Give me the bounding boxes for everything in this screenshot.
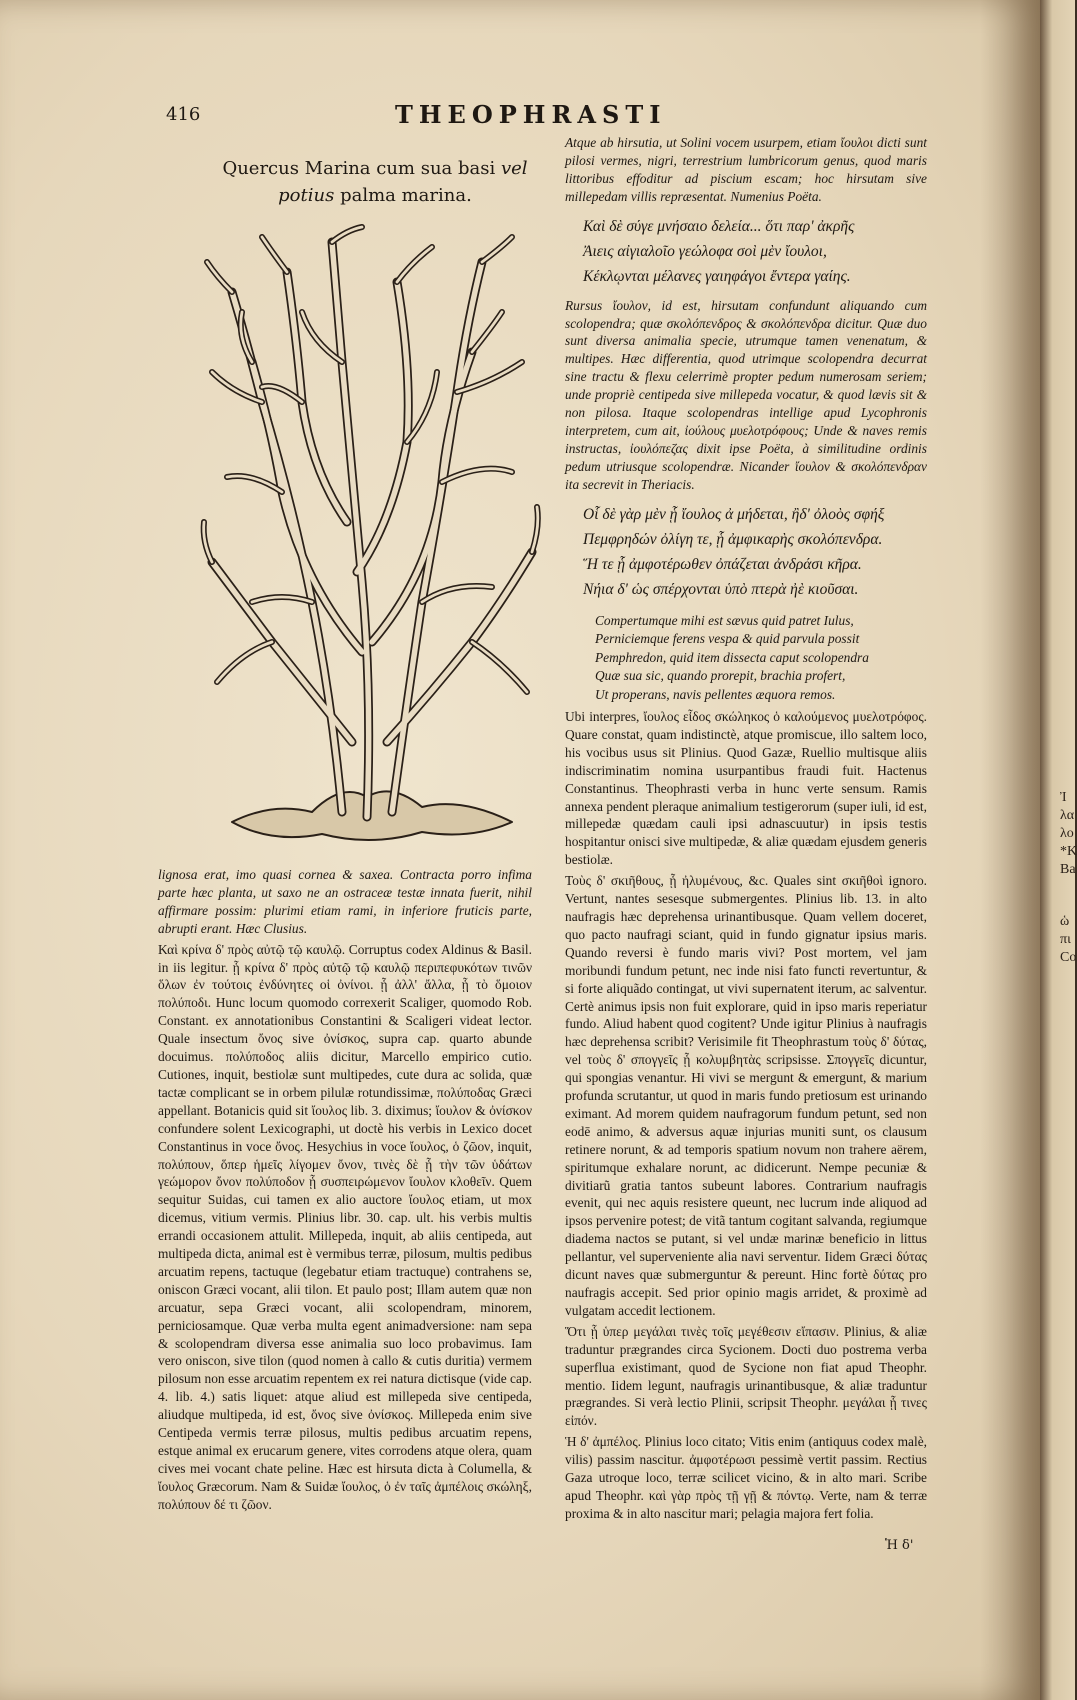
paragraph: Ubi interpres, ἴουλος εἶδος σκώληκος ὁ καλούμενος μυελοτρόφος. Quare constat, quam indistinctè, atque promiscue, illo saltem loco, his vocibus usus sit Plinius. Quod Gazæ, Ruellio multisque aliis indiscriminatim nomina usurpantibus fraudi fuit. Hactenus Constantinus. Theophrasti verba in hunc verte sensum. Ramis annexa pendent pleraque animalium testigerorum (super iuli, id est, millepedæ quædam cauli ipsi adnascuutur) in ipsis testis hospitantur onisci sive multipedæ, & aliæ quædam ejusdem generis bestiolæ. bbox=[565, 709, 927, 868]
page-number: 416 bbox=[166, 104, 201, 125]
fragment: λο bbox=[1060, 826, 1074, 841]
verse-line: Κέκλῳνται μέλανες γαιηφάγοι ἔντερα γαίης. bbox=[583, 267, 851, 285]
caption-italic: vel potius bbox=[278, 158, 528, 206]
verse-line: Ἥ τε ᾗ ἀμφοτέρωθεν ὀπάζεται ἀνδράσι κῆρα. bbox=[583, 555, 862, 573]
verse-line: Ut properans, navis pellentes æquora remos. bbox=[595, 686, 836, 702]
verse-line: Ἀιεις αἰγιαλοῖο γεώλοφα σοὶ μὲν ἴουλοι, bbox=[583, 242, 827, 260]
fragment: πι bbox=[1060, 932, 1071, 947]
paragraph: Τοὺς δ' σκιῆθους, ᾗ ἠλυμένους, &c. Quales sint σκιῆθοὶ ignoro. Vertunt, nantes sesesque submergentes. Plinius lib. 13. in alto naufragis hæc deprehensa urinantibusque. Quam vellem doceret, quo pacto naufragi sciant, quid in fundo gignatur ipsius maris. Quando reversi è fundo maris vivi? Post mortem, vel jam moribundi fundum petunt, nec inde nisi fato functi revertuntur, & si forte aliquãdo contingat, ut vivi supernatent iterum, ac salventur. Certè animus ipsis non fuit explorare, quid in ipso maris reperiatur fundo. Aliud habent quod cogitent? Unde igitur Plinius à naufragis hæc deprehensa scribit? Verisimile fit Theophrastum τοὺς δ' δύτας, vel τοὺς δ' σπογγεῖς ᾗ κολυμβητὰς scripsisse. Σπογγεῖς dicuntur, qui spongias venantur. Hi vivi se mergunt & emergunt, & marium profunda scrutantur, ut quod in maris fundo pretiosum est urinando eximant. Ad morem quidem naufragorum fundum petunt, sed non eodē animo, & adversus aquæ injurias muniti sunt, os clausum retinere norunt, & ad temporis spatium novum non trahere aërem, spiritumque exhalare norunt, ac didicerunt. Nempe pecuniæ & divitiarũ gratia tantos subeunt labores. Contrarium naufragis evenit, qui nec aquis resistere queunt, nec lucrum inde aliquod ad ipsos pervenire potest; de vitã tantum cogitant salvanda, regiumque diadema nactos se putant, si vel undæ marinæ beneficio in littus pellantur, vel superveniente alia navi serventur. Iidem Græci δύτας dicunt naves quæ submerguntur & pereunt. Hinc fortè δύτας pro naufragis accepit. Sed prior opinio magis arridet, & proximè ad vulgatam accedit lectionem. bbox=[565, 873, 927, 1318]
figure-caption bbox=[195, 155, 555, 209]
right-column-top bbox=[565, 134, 927, 714]
fragment: ὡ bbox=[1060, 914, 1070, 929]
catchword: Ἡ δ' bbox=[885, 1538, 914, 1553]
greek-verse bbox=[583, 214, 927, 289]
paragraph: Atque ab hirsutia, ut Solini vocem usurpem, etiam ἴουλοι dicti sunt pilosi vermes, nigri, terrestrium lumbricorum genus, quod maris littoribus effoditur ad piscium escam; hoc hirsutam sive millepedam villis repræsentat. Numenius Poëta. bbox=[565, 135, 927, 204]
fragment: Co bbox=[1060, 950, 1077, 965]
fragment: λα bbox=[1060, 808, 1075, 823]
fragment: *Κ bbox=[1060, 844, 1077, 859]
greek-verse bbox=[583, 502, 927, 602]
verse-line: Πεμφρηδών ὀλίγη τε, ᾗ ἀμφικαρὴς σκολόπενδρα. bbox=[583, 530, 883, 548]
adjacent-page-edge bbox=[1040, 0, 1075, 1700]
verse-line: Compertumque mihi est sævus quid patret Iulus, bbox=[595, 612, 854, 628]
verse-line: Νήια δ' ὡς σπέρχονται ὑπὸ πτερὰ ἠὲ κιοῦσαι. bbox=[583, 580, 859, 598]
running-head: THEOPHRASTI bbox=[395, 100, 667, 129]
latin-verse bbox=[595, 612, 927, 705]
verse-line: Καὶ δὲ σύγε μνήσαιο δελεία... ὅτι παρ' ἀκρῆς bbox=[583, 217, 855, 235]
left-column bbox=[158, 866, 532, 1517]
fragment: Ἰ bbox=[1060, 790, 1067, 805]
verse-line: Pemphredon, quid item dissecta caput scolopendra bbox=[595, 649, 869, 665]
right-column-bottom bbox=[565, 708, 927, 1526]
verse-line: Quæ sua sic, quando prorepit, brachia profert, bbox=[595, 668, 846, 684]
coral-woodcut-illustration bbox=[192, 222, 547, 858]
caption-text-2: palma marina. bbox=[340, 185, 472, 206]
gutter-shadow bbox=[980, 0, 1040, 1700]
verse-line: Οἷ δὲ γὰρ μὲν ᾗ ἴουλος ἀ μήδεται, ἢδ' ὀλοὸς σφήξ bbox=[583, 505, 885, 523]
verse-line: Perniciemque ferens vespa & quid parvula possit bbox=[595, 631, 860, 647]
paragraph: Ὅτι ᾗ ὑπερ μεγάλαι τινὲς τοῖς μεγέθεσιν εἴπασιν. Plinius, & aliæ traduntur prægrandes circa Sycionem. Docti duo postrema verba superflua existimant, quod de Sycione non fiat apud Theophr. mentio. Iidem legunt, naufragis urinantibusque, & aliæ traduntur prægrandes. Si verà lectio Plinii, scripsit Theophr. μεγάλαι ᾗ τινες εἰπόν. bbox=[565, 1323, 927, 1429]
fragment: Ba bbox=[1060, 862, 1076, 877]
paragraph: Ἡ δ' ἀμπέλος. Plinius loco citato; Vitis enim (antiquus codex malè, vilis) passim nascitur. ἀμφοτέρωσι pessimè vertit passim. Rectius Gaza utroque loco, terræ scilicet vicino, & in alto mari. Scribe apud Theophr. καὶ γὰρ πρὸς τῇ γῇ & πόντῳ. Verte, nam & terræ proxima & in alto nascitur mari; pelagia majora fert folia. bbox=[565, 1434, 927, 1521]
paragraph: Καὶ κρίνα δ' πρὸς αὐτῷ τῷ καυλῷ. Corruptus codex Aldinus & Basil. in iis legitur. ᾗ κρίνα δ' πρὸς αὐτῷ τῷ καυλῷ περιπεφυκότων τινῶν ὅλων ἐν τούτοις ἐνδύνητες οἱ ὀνίνοι. ᾗ ἀλλ' ἄλλα, ᾗ τὸ ὅμοιον πολύποδι. Hunc locum quomodo correxerit Scaliger, quomodo Rob. Constant. ex annotationibus Constantini & Scaligeri videat lector. Quale insectum ὄνος sive ὀνίσκος, supra cap. quarto abunde docuimus. πολύποδος aliis dicitur, Marcello empirico cutio. Cutiones, inquit, bestiolæ sunt multipedes, cute dura ac solida, quæ tactæ complicant se in orbem pilulæ rotundissimæ, πολύποδας Græci appellant. Botanicis quid sit ἴουλος lib. 3. diximus; ἴουλον & ὀνίσκον confundere solent Lexicographi, ut doctè his verbis in Lexico docet Constantinus in voce ὄνος. Hesychius in voce ἴουλος, ὁ ζῶον, inquit, πολύπουν, ὅπερ ἡμεῖς λίγομεν ὄνον, τινὲς δὲ ᾗ τὴν τῶν ὑδάτων γεώμορον ὄνον πολύποδον ᾗ συσπειρώμενον ἴουλον κλοθεῖν. Quem sequitur Suidas, cui tamen ex alio auctore ἴουλος etiam, ut mox dicemus, vitium vermis. Plinius libr. 30. cap. ult. his verbis multis errandi occasionem attulit. Millepeda, inquit, ab aliis centipeda, aut multipeda dicta, animal est è vermibus terræ, pilosum, multis pedibus arcuatim repens, tactuque (legebatur etiam tractuque) contrahens se, oniscon Græci vocant, alii tilon. Et paulo post; Illam autem quæ non arcuatur, sepa Græci vocant, alii scolopendram, minorem, perniciosamque. Quæ verba multa egent animadversione: nam sepa & scolopendram diversa esse animalia suo loco probavimus. Iam vero oniscon, sive tilon (quod nomen à callo & cutis duritia) vermem pilosum non esse arcuatim repentem ex rei natura dictisque (vide cap. 4. lib. 4.) satis liquet: atque aliud est millepeda sive centipeda, aliudque multipeda, id est, ὄνος sive ὀνίσκος. Millepeda enim sive Centipeda vermis terræ pilosus, multis pedibus arcuatim repens, estque animal ex erucarum genere, vites corrodens atque olera, quam cives mei vocant chate peline. Hæc est hirsuta dicta à Columella, & ἴουλος Græcorum. Nam & Suidæ ἴουλος, ὁ ἐν ταῖς ἀμπέλοις σκώληξ, πολύπουν δέ τι ζῶον. bbox=[158, 941, 532, 1512]
paragraph: Rursus ἴουλον, id est, hirsutam confundunt aliquando cum scolopendra; quæ σκολόπενδρος & σκολόπενδρα dicitur. Quæ duo sunt diversa animalia specie, utrumque tamen venenatum, & multipes. Hæc differentia, quod utrimque scolopendra decurrat sine tractu & flexu celerrimè propter pedum numerosam seriem; unde propriè centipeda sive millepeda vocatur, & quod lævis sit & non pilosa. Itaque scolopendras intellige apud Lycophronis interpretem, cum ait, ἰούλους μυελοτρόφους; Unde & naves remis instructas, ἰουλόπεζας dixit ipse Poëta, à similitudine ordinis pedum utriusque scolopendræ. Nicander ἴουλον & σκολόπενδραν ita secrevit in Theriacis. bbox=[565, 297, 927, 492]
paragraph: lignosa erat, imo quasi cornea & saxea. Contracta porro infima parte hæc planta, ut saxo ne an ostraceæ testæ innata fuerit, nihil affirmare possim: plurimi etiam rami, in inferiore fruticis parte, abrupti erant. Hæc Clusius. bbox=[158, 867, 532, 936]
caption-text-1: Quercus Marina cum sua basi bbox=[222, 158, 496, 179]
